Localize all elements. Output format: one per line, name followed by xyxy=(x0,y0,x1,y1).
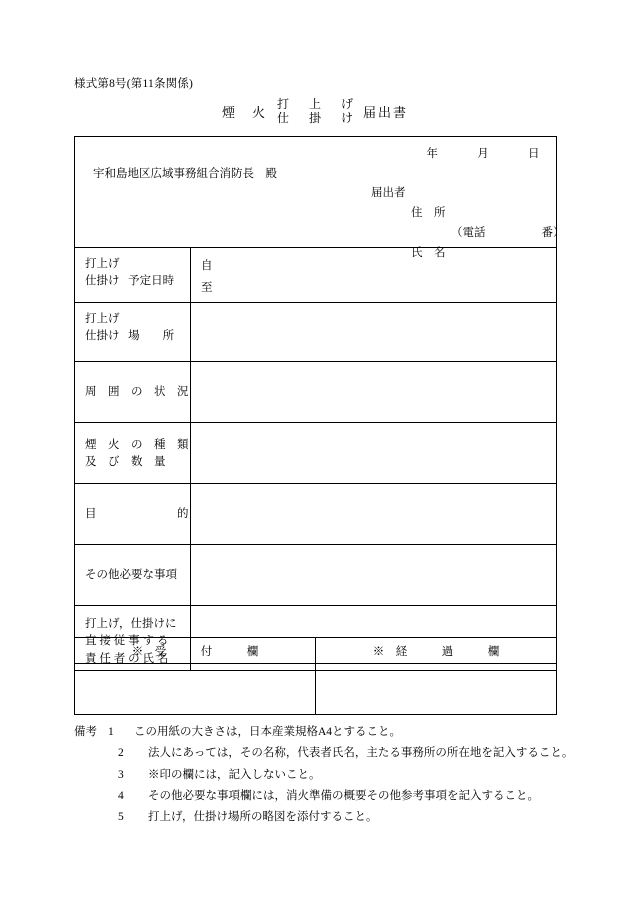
row-label-line1: その他必要な事項 xyxy=(85,569,177,581)
note-text: ※印の欄には，記入しないこと。 xyxy=(148,768,321,781)
row-label-line1: 目 的 xyxy=(85,508,189,520)
row-value-surroundings[interactable] xyxy=(191,362,557,423)
row-label-line1: 煙 火 の 種 類 xyxy=(85,439,189,451)
schedule-to: 至 xyxy=(201,281,213,294)
table-row xyxy=(75,303,557,362)
date-year: 年 xyxy=(426,148,439,160)
note-item xyxy=(74,743,574,764)
name-label: 氏 名 xyxy=(411,247,446,260)
row-label-schedule xyxy=(75,248,191,303)
note-text: その他必要な事項欄には，消火準備の概要その他参考事項を記入すること。 xyxy=(148,789,539,802)
phone-suffix: 番） xyxy=(541,227,565,240)
title-stack-line1: 打 上 げ xyxy=(276,97,357,111)
receipt-table xyxy=(74,637,557,715)
note-number: 1 xyxy=(108,726,114,738)
note-item xyxy=(74,786,574,807)
note-number: 2 xyxy=(118,747,124,760)
note-text: 打上げ，仕掛け場所の略図を添付すること。 xyxy=(148,811,378,824)
note-number: 3 xyxy=(118,768,124,781)
row-label-place xyxy=(75,303,191,362)
note-number: 5 xyxy=(118,811,124,824)
receipt-body-row xyxy=(75,664,557,715)
date-month: 月 xyxy=(477,148,490,160)
form-number: 様式第8号(第11条関係) xyxy=(74,78,194,90)
row-label-line1: 打上げ xyxy=(85,258,120,270)
table-row xyxy=(75,423,557,484)
row-label-surroundings xyxy=(75,362,191,423)
row-label-line3: 責 任 者 の 氏 名 xyxy=(85,652,169,665)
row-value-purpose[interactable] xyxy=(191,484,557,545)
row-value-other[interactable] xyxy=(191,545,557,606)
phone-label: （電話 xyxy=(451,227,486,240)
row-value-type-quantity[interactable] xyxy=(191,423,557,484)
header-row xyxy=(75,137,557,248)
receipt-right-header: ※ 経 過 欄 xyxy=(316,638,557,664)
note-number: 4 xyxy=(118,789,124,802)
row-label-line2-with-line3 xyxy=(85,328,190,345)
table-row xyxy=(75,362,557,423)
date-day: 日 xyxy=(528,148,540,160)
row-label-line3: 予定日時 xyxy=(128,275,175,288)
row-label-type-quantity xyxy=(75,423,191,484)
row-label-line2: 仕掛け xyxy=(85,330,120,343)
submitter-label: 届出者 xyxy=(371,187,406,199)
row-value-place[interactable] xyxy=(191,303,557,362)
title-prefix: 煙 火 xyxy=(221,105,267,121)
schedule-from: 自 xyxy=(201,260,213,272)
receipt-header-row xyxy=(75,638,557,664)
row-label-line1: 周 囲 の 状 況 xyxy=(85,386,189,398)
title-suffix: 届出書 xyxy=(363,105,409,121)
row-label-line2-with-line3 xyxy=(85,273,190,290)
note-text: 法人にあっては，その名称，代表者氏名，主たる事務所の所在地を記入すること。 xyxy=(148,747,574,760)
document-title xyxy=(74,98,556,126)
note-item xyxy=(74,722,574,743)
row-label-line3: 場 所 xyxy=(128,330,175,343)
table-row xyxy=(75,484,557,545)
submitter-block xyxy=(353,183,565,264)
row-label-purpose xyxy=(75,484,191,545)
date-line xyxy=(427,145,541,161)
table-row xyxy=(75,545,557,606)
row-label-line2: 直 接 従 事 す る xyxy=(85,635,169,648)
row-label-other xyxy=(75,545,191,606)
row-label-line2: 及 び 数 量 xyxy=(85,456,166,469)
receipt-left-header: ※ 受 付 欄 xyxy=(75,638,316,664)
phone-row xyxy=(353,223,565,243)
receipt-right-body[interactable] xyxy=(316,664,557,715)
title-stacked-pair xyxy=(273,98,357,126)
note-item xyxy=(74,807,574,828)
row-label-line1: 打上げ，仕掛けに xyxy=(85,618,177,630)
notes-label: 備考 xyxy=(74,726,97,738)
title-stack-line2: 仕 掛 け xyxy=(276,110,357,125)
row-label-line1: 打上げ xyxy=(85,313,120,325)
receipt-left-body[interactable] xyxy=(75,664,316,715)
note-item xyxy=(74,765,574,786)
addressee: 宇和島地区広域事務組合消防長 殿 xyxy=(93,168,277,180)
notes-block xyxy=(74,722,574,828)
form-table xyxy=(74,136,565,671)
note-text: この用紙の大きさは，日本産業規格A4とすること。 xyxy=(134,726,402,738)
row-label-line2: 仕掛け xyxy=(85,275,120,288)
address-label: 住 所 xyxy=(411,207,446,220)
header-cell xyxy=(75,137,565,260)
